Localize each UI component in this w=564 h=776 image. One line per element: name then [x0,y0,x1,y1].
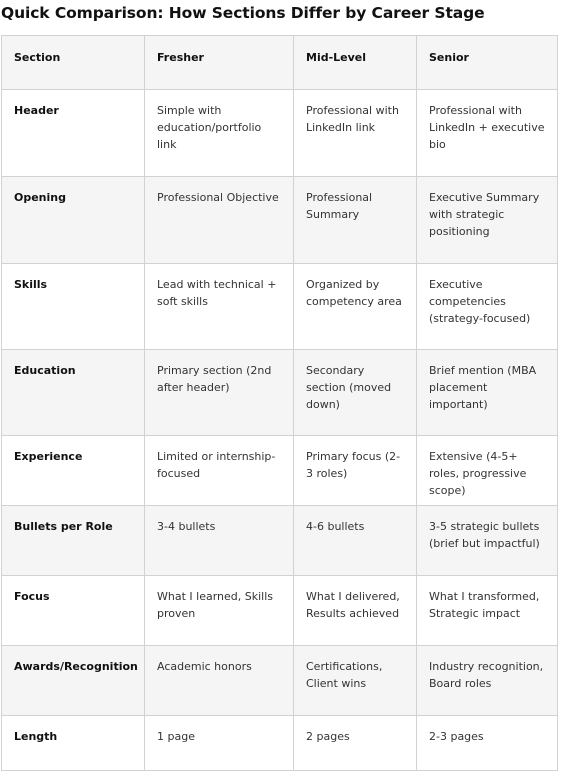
column-header-fresher: Fresher [145,36,294,90]
row-label: Skills [2,264,145,350]
column-header-section: Section [2,36,145,90]
cell-fresher: 1 page [145,716,294,771]
cell-senior: Executive Summary with strategic positioning [417,177,558,264]
cell-mid-level: Professional with LinkedIn link [294,90,417,177]
cell-fresher: Academic honors [145,646,294,716]
table-row [2,436,558,506]
table-row [2,716,558,771]
cell-fresher: Professional Objective [145,177,294,264]
cell-senior: 2-3 pages [417,716,558,771]
table-row [2,90,558,177]
cell-mid-level: Professional Summary [294,177,417,264]
cell-senior: 3-5 strategic bullets (brief but impactful) [417,506,558,576]
cell-mid-level: What I delivered, Results achieved [294,576,417,646]
cell-mid-level: Secondary section (moved down) [294,350,417,436]
cell-senior: What I transformed, Strategic impact [417,576,558,646]
row-label: Bullets per Role [2,506,145,576]
cell-fresher: Primary section (2nd after header) [145,350,294,436]
cell-fresher: 3-4 bullets [145,506,294,576]
cell-fresher: Lead with technical + soft skills [145,264,294,350]
cell-fresher: What I learned, Skills proven [145,576,294,646]
table-row [2,350,558,436]
cell-mid-level: Primary focus (2-3 roles) [294,436,417,506]
cell-senior: Professional with LinkedIn + executive bio [417,90,558,177]
cell-mid-level: Certifications, Client wins [294,646,417,716]
cell-mid-level: 4-6 bullets [294,506,417,576]
table-row [2,264,558,350]
row-label: Header [2,90,145,177]
cell-senior: Brief mention (MBA placement important) [417,350,558,436]
cell-mid-level: 2 pages [294,716,417,771]
row-label: Education [2,350,145,436]
row-label: Focus [2,576,145,646]
row-label: Awards/Recognition [2,646,145,716]
cell-fresher: Limited or internship-focused [145,436,294,506]
row-label: Experience [2,436,145,506]
column-header-senior: Senior [417,36,558,90]
page-title: Quick Comparison: How Sections Differ by Career Stage [1,4,485,22]
table-row [2,506,558,576]
cell-fresher: Simple with education/portfolio link [145,90,294,177]
table-header-row [2,36,558,90]
cell-senior: Executive competencies (strategy-focused) [417,264,558,350]
row-label: Opening [2,177,145,264]
cell-mid-level: Organized by competency area [294,264,417,350]
cell-senior: Extensive (4-5+ roles, progressive scope) [417,436,558,506]
table-row [2,646,558,716]
cell-senior: Industry recognition, Board roles [417,646,558,716]
table-row [2,177,558,264]
row-label: Length [2,716,145,771]
table-row [2,576,558,646]
comparison-table [1,35,558,771]
column-header-mid-level: Mid-Level [294,36,417,90]
